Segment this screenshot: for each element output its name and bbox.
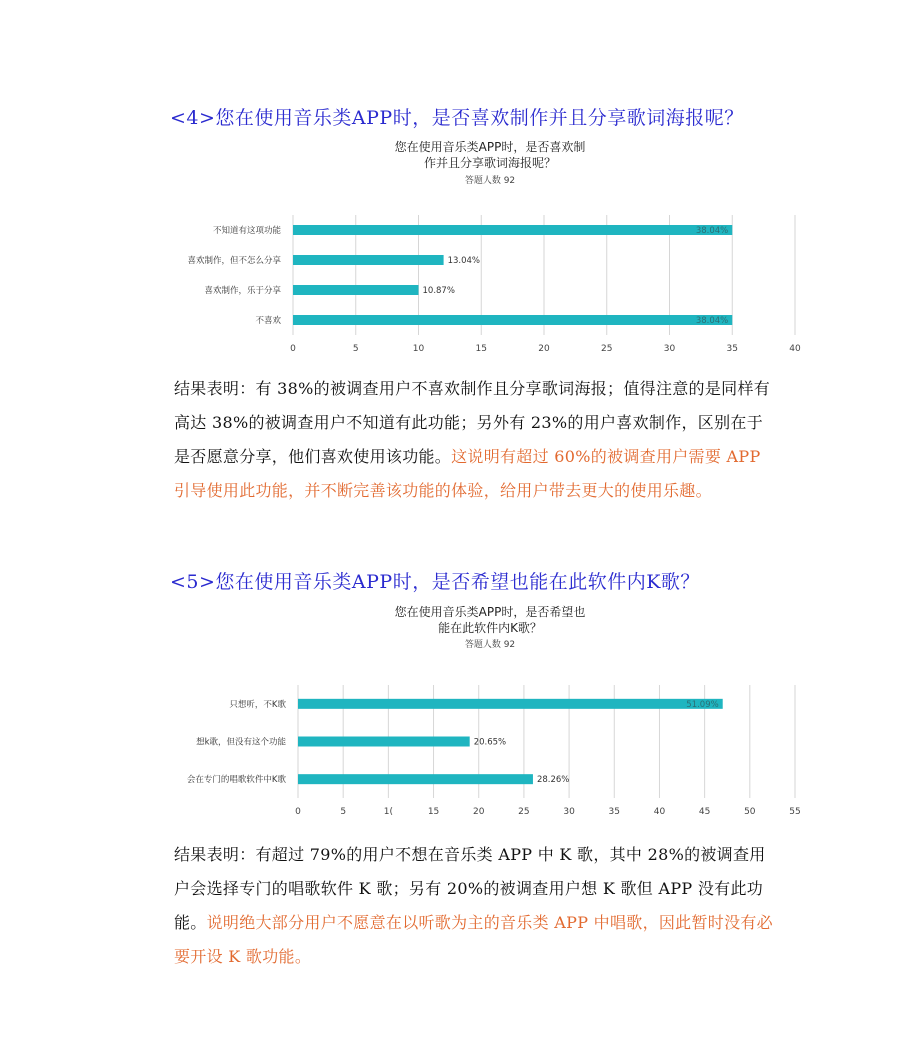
chart-2-x-tick-label: 50 xyxy=(744,807,756,817)
chart-1-bar xyxy=(293,315,732,325)
chart-1-x-tick-label: 5 xyxy=(352,344,359,354)
chart-1-x-tick-label: 15 xyxy=(475,344,487,354)
chart-2-title xyxy=(340,604,640,636)
section-4-conclusion-text: 这说明有超过 60%的被调查用户需要 APP 引导使用此功能，并不断完善该功能的体验，给用户带去更大的使用乐趣。 xyxy=(174,447,761,500)
chart-1-data-label: 13.04% xyxy=(447,256,481,266)
chart-1-bar xyxy=(293,285,419,295)
chart-1-x-tick-label: 20 xyxy=(538,344,550,354)
chart-2-category-label: 会在专门的唱歌软件中K歌 xyxy=(186,775,286,786)
chart-1-data-label: 38.04% xyxy=(695,316,729,326)
chart-2 xyxy=(0,675,905,825)
chart-1-data-label: 38.04% xyxy=(695,226,729,236)
section-4-result xyxy=(174,372,774,508)
section-5-conclusion-text: 说明绝大部分用户不愿意在以听歌为主的音乐类 APP 中唱歌，因此暂时没有必要开设 K 歌功能。 xyxy=(174,913,773,966)
chart-2-subtitle: 答题人数 92 xyxy=(464,640,516,650)
chart-2-bar xyxy=(298,699,723,709)
chart-2-x-tick-label: 15 xyxy=(427,807,440,817)
chart-1-title-line2: 作并且分享歌词海报呢？ xyxy=(423,156,556,170)
chart-1-x-tick-label: 35 xyxy=(726,344,738,354)
section-4-result-text: 结果表明：有 38%的被调查用户不喜欢制作且分享歌词海报；值得注意的是同样有高达 38%的被调查用户不知道有此功能；另外有 23%的用户喜欢制作，区别在于是否愿意分享，他们喜欢使用该功能。 xyxy=(174,379,771,466)
chart-2-title-line1: 您在使用音乐类APP时，是否希望也 xyxy=(394,605,586,619)
chart-1-bar xyxy=(293,255,444,265)
chart-1-x-tick-label: 30 xyxy=(663,344,676,354)
chart-2-bar xyxy=(298,737,470,747)
chart-2-x-tick-label: 25 xyxy=(518,807,530,817)
chart-1-title-line1: 您在使用音乐类APP时，是否喜欢制 xyxy=(394,140,586,154)
chart-1-bar xyxy=(293,225,732,235)
chart-2-bar xyxy=(298,774,533,784)
question-5-heading: <5>您在使用音乐类APP时，是否希望也能在此软件内K歌？ xyxy=(170,571,700,593)
chart-2-x-tick-label: 0 xyxy=(295,807,301,817)
chart-1-category-label: 不喜欢 xyxy=(255,316,281,326)
chart-1-category-label: 喜欢制作，但不怎么分享 xyxy=(187,256,281,266)
section-5-result-text: 结果表明：有超过 79%的用户不想在音乐类 APP 中 K 歌，其中 28%的被调查用户会选择专门的唱歌软件 K 歌；另有 20%的被调查用户想 K 歌但 APP 没有此功能。 xyxy=(174,845,766,932)
chart-1-x-tick-label: 40 xyxy=(789,344,801,354)
chart-2-x-tick-label: 1( xyxy=(383,807,393,817)
chart-2-x-tick-label: 35 xyxy=(608,807,620,817)
chart-2-svg xyxy=(0,675,905,825)
chart-2-category-label: 想k歌，但没有这个功能 xyxy=(196,737,286,748)
chart-1-x-tick-label: 10 xyxy=(412,344,425,354)
chart-2-x-tick-label: 5 xyxy=(340,807,347,817)
chart-1-category-label: 不知道有这项功能 xyxy=(212,226,281,236)
chart-1 xyxy=(0,205,905,355)
chart-2-data-label: 28.26% xyxy=(536,775,570,786)
chart-1-category-label: 喜欢制作，乐于分享 xyxy=(204,286,281,296)
chart-2-x-tick-label: 20 xyxy=(473,807,485,817)
chart-2-category-label: 只想听，不K歌 xyxy=(229,699,286,710)
question-4-heading: <4>您在使用音乐类APP时，是否喜欢制作并且分享歌词海报呢？ xyxy=(170,107,744,129)
section-5-result xyxy=(174,838,774,974)
chart-2-x-tick-label: 45 xyxy=(698,807,711,817)
chart-1-x-tick-label: 25 xyxy=(601,344,613,354)
chart-2-x-tick-label: 30 xyxy=(563,807,575,817)
chart-2-data-label: 20.65% xyxy=(473,737,507,748)
chart-1-data-label: 10.87% xyxy=(422,286,455,296)
chart-2-data-label: 51.09% xyxy=(686,699,719,710)
chart-1-subtitle: 答题人数 92 xyxy=(464,176,516,186)
chart-2-x-tick-label: 55 xyxy=(789,807,801,817)
chart-2-x-tick-label: 40 xyxy=(653,807,666,817)
chart-2-title-line2: 能在此软件内K歌？ xyxy=(438,621,542,635)
chart-1-title xyxy=(340,139,640,171)
chart-1-svg xyxy=(0,205,905,355)
chart-1-x-tick-label: 0 xyxy=(290,344,296,354)
